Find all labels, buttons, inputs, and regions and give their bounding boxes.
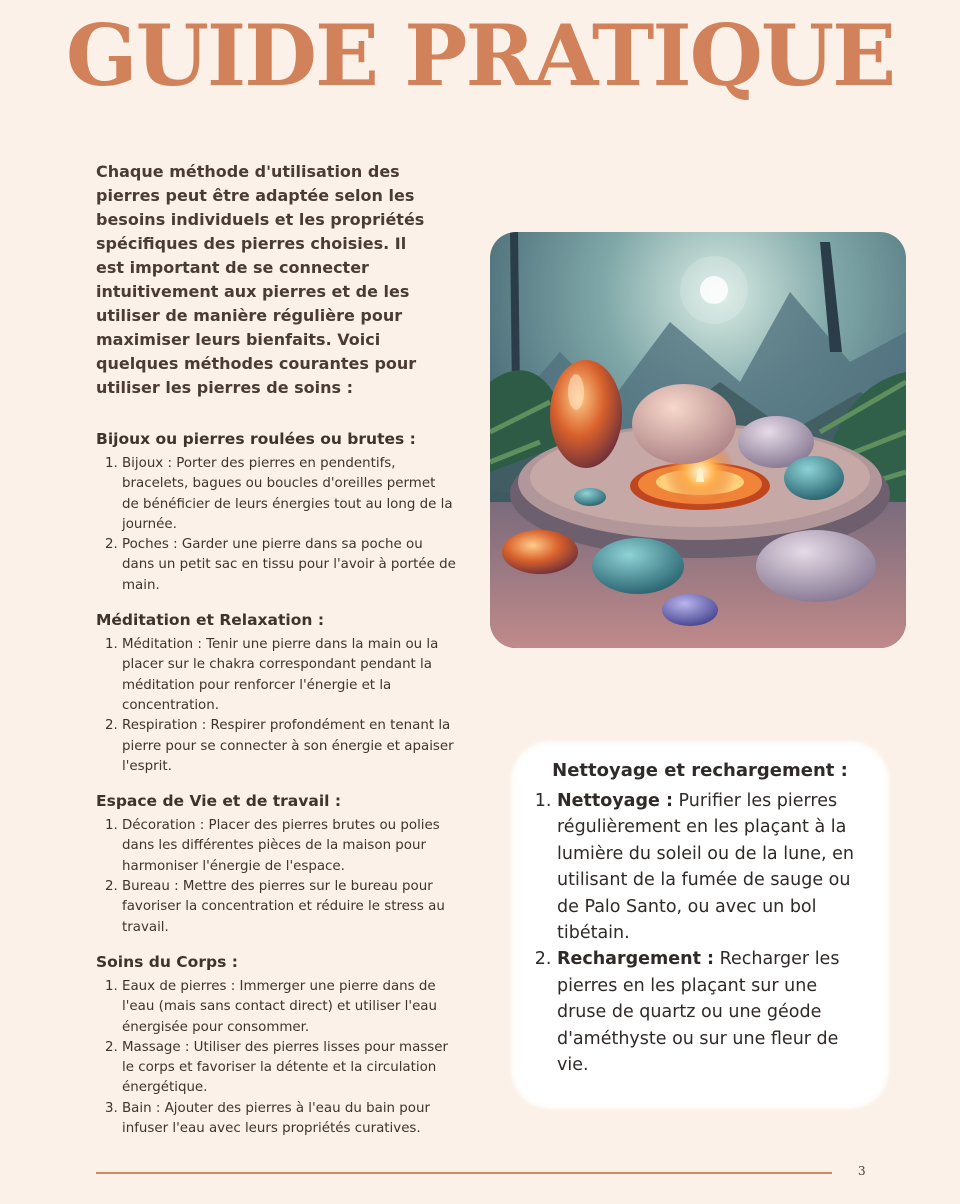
section-living-space	[96, 790, 456, 938]
card-list	[516, 788, 884, 1078]
section-heading: Soins du Corps :	[96, 952, 238, 971]
list-item: 1. Eaux de pierres : Immerger une pierre dans de l'eau (mais sans contact direct) et utiliser l'eau énergisée pour consommer.	[122, 977, 456, 1038]
section-list	[96, 635, 456, 777]
list-item: 1. Décoration : Placer des pierres brutes ou polies dans les différentes pièces de la maison pour harmoniser l'énergie de l'espace.	[122, 816, 456, 877]
card-heading: Nettoyage et rechargement :	[552, 760, 848, 781]
cleansing-recharging-card	[516, 746, 884, 1104]
list-item: 2. Bureau : Mettre des pierres sur le bureau pour favoriser la concentration et réduire le stress au travail.	[122, 877, 456, 938]
section-heading: Bijoux ou pierres roulées ou brutes :	[96, 430, 416, 448]
footer-divider	[96, 1172, 832, 1174]
section-heading: Méditation et Relaxation :	[96, 611, 325, 630]
list-item: 1. Bijoux : Porter des pierres en pendentifs, bracelets, bagues ou boucles d'oreilles permet de bénéficier de leurs énergies tout au long de la journée.	[122, 454, 456, 535]
item-label: Nettoyage :	[557, 791, 673, 811]
section-meditation	[96, 609, 456, 777]
section-heading: Espace de Vie et de travail :	[96, 792, 342, 811]
section-list	[96, 816, 456, 938]
section-jewelry	[96, 428, 456, 596]
list-item: 2. Respiration : Respirer profondément en tenant la pierre pour se connecter à son énergie et apaiser l'esprit.	[122, 716, 456, 777]
item-text: Purifier les pierres régulièrement en les plaçant à la lumière du soleil ou de la lune, en utilisant de la fumée de sauge ou de Palo Santo, ou avec un bol tibétain.	[557, 791, 855, 944]
page-number: 3	[858, 1164, 866, 1178]
section-list	[96, 454, 456, 596]
intro-paragraph: Chaque méthode d'utilisation des pierres peut être adaptée selon les besoins individuels et les propriétés spécifiques des pierres choisies. Il est important de se connecter intuitivement aux pierres et de les utiliser de manière régulière pour maximiser leurs bienfaits. Voici quelques méthodes courantes pour utiliser les pierres de soins :	[96, 162, 425, 397]
list-item	[557, 946, 866, 1078]
list-item: 3. Bain : Ajouter des pierres à l'eau du bain pour infuser l'eau avec leurs propriétés curatives.	[122, 1099, 456, 1140]
list-item: 2. Poches : Garder une pierre dans sa poche ou dans un petit sac en tissu pour l'avoir à portée de main.	[122, 535, 456, 596]
methods-list	[96, 428, 456, 1152]
list-item	[557, 788, 866, 946]
healing-stones-illustration	[490, 232, 906, 648]
section-body-care	[96, 951, 456, 1139]
list-item: 1. Méditation : Tenir une pierre dans la main ou la placer sur le chakra correspondant pendant la méditation pour renforcer l'énergie et la concentration.	[122, 635, 456, 716]
page-title: GUIDE PRATIQUE	[65, 6, 895, 105]
item-label: Rechargement :	[557, 949, 715, 970]
section-list	[96, 977, 456, 1139]
list-item: 2. Massage : Utiliser des pierres lisses pour masser le corps et favoriser la détente et la circulation énergétique.	[122, 1038, 456, 1099]
item-text: Recharger les pierres en les plaçant sur une druse de quartz ou une géode d'améthyste ou sur une fleur de vie.	[557, 949, 840, 1076]
